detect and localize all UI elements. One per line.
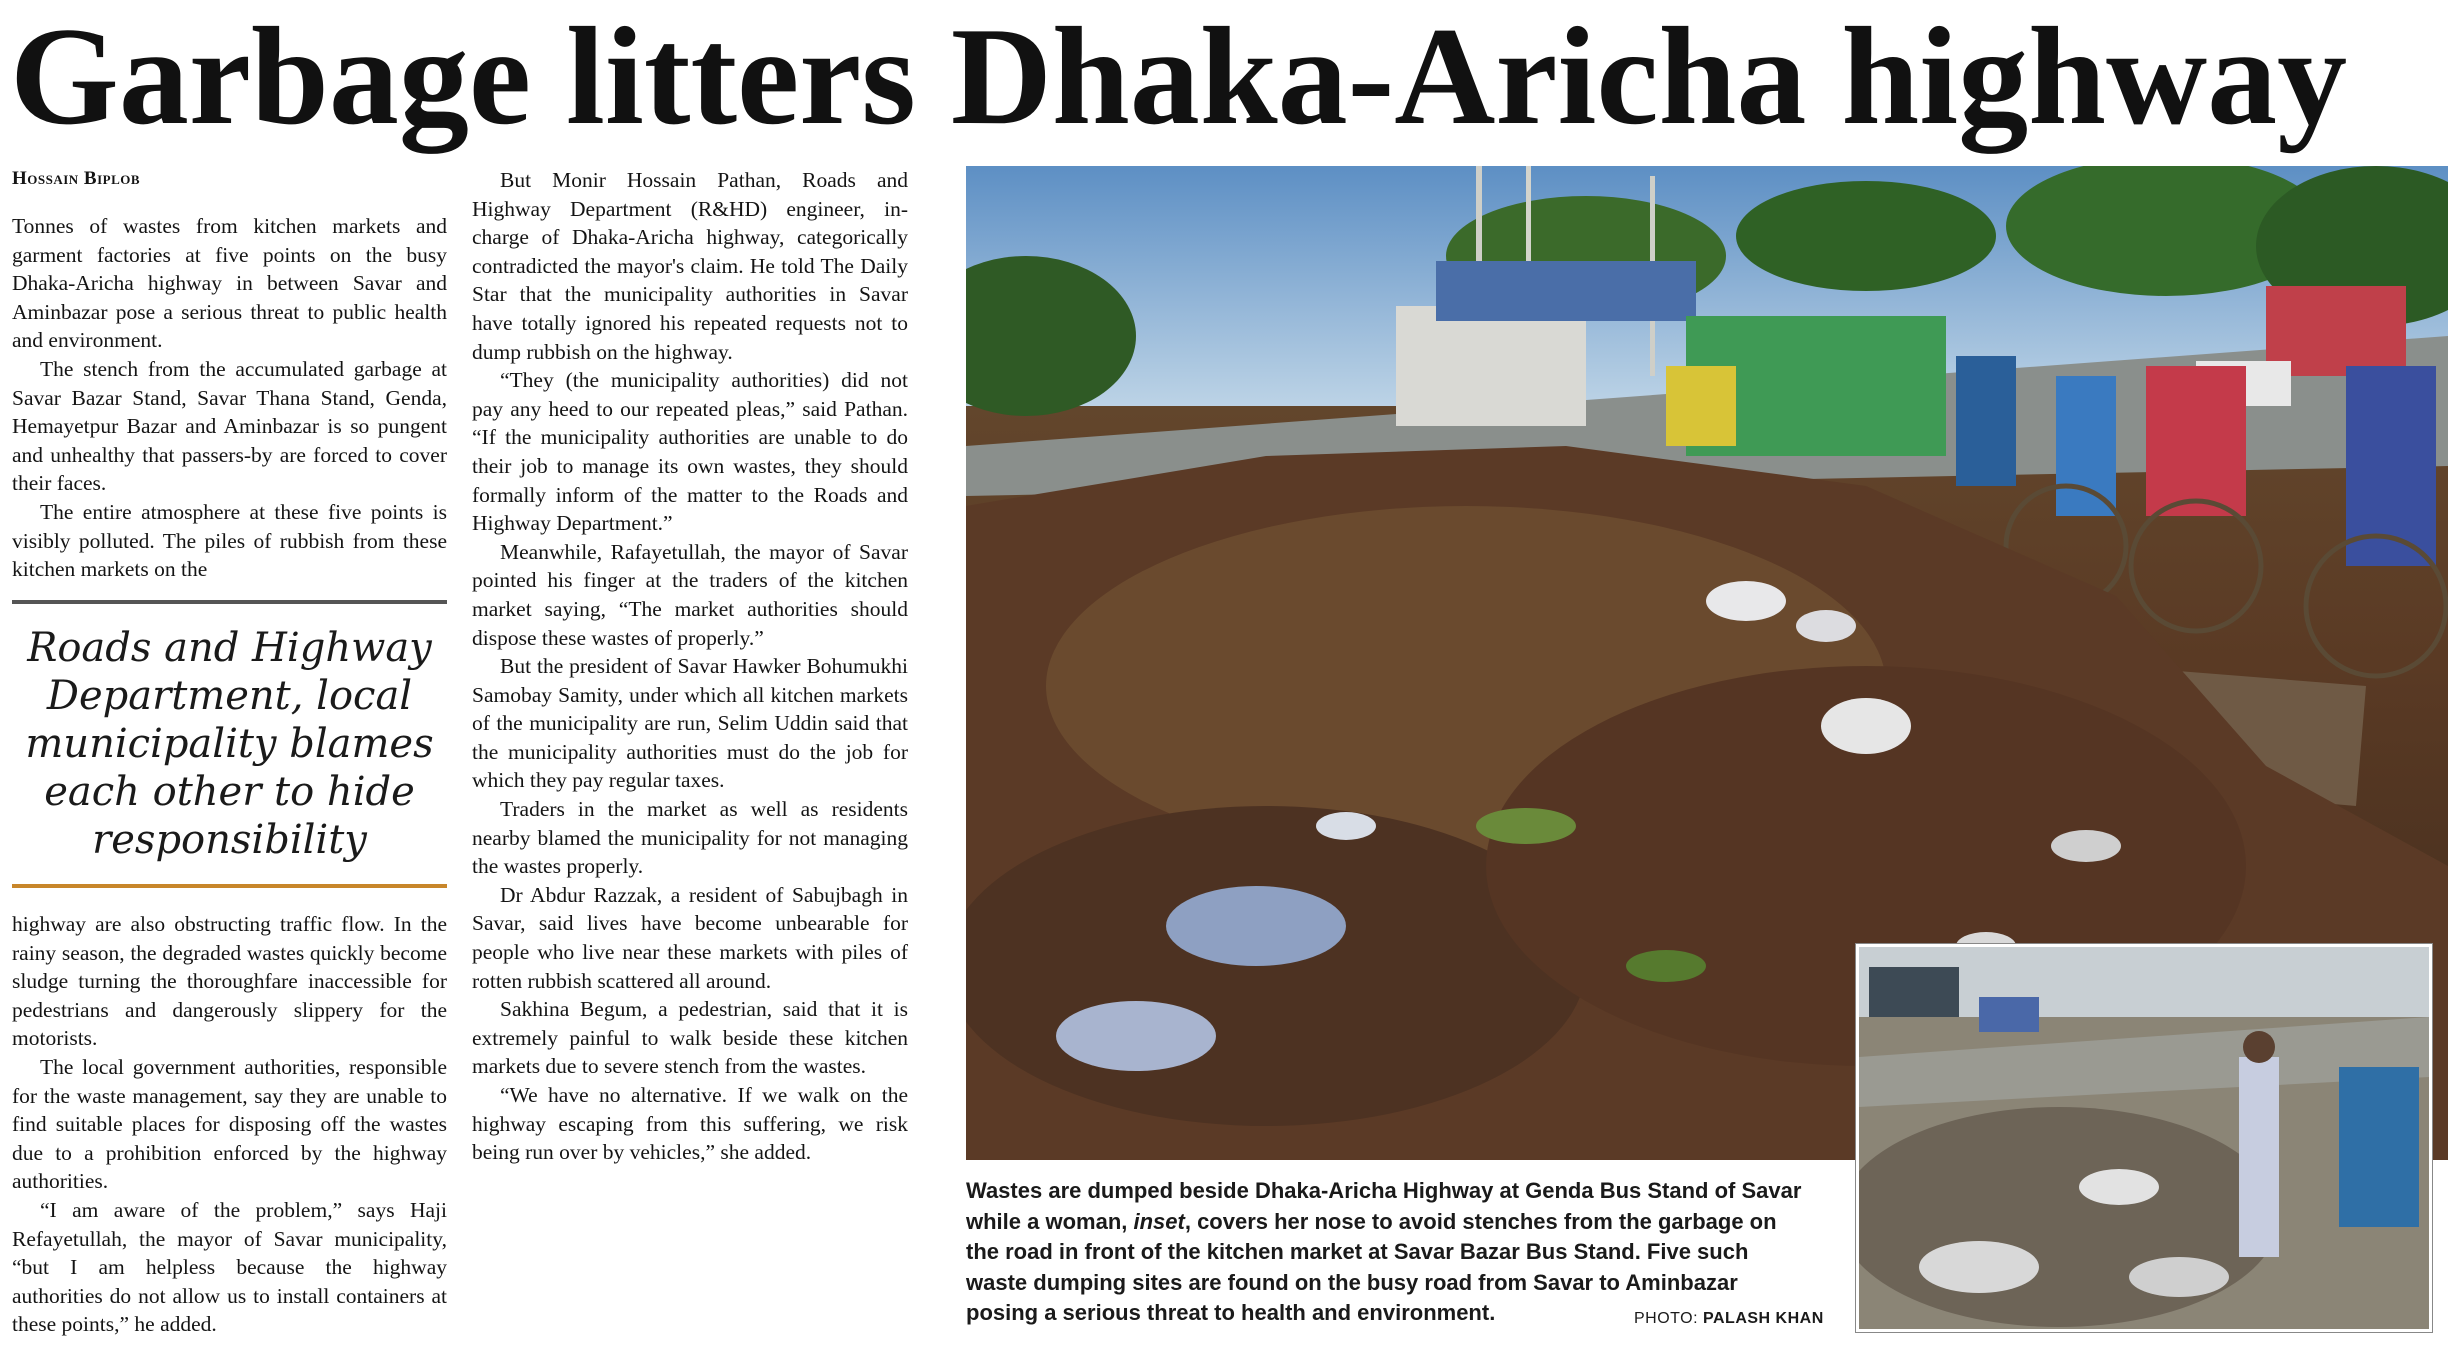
pullquote-bottom-rule bbox=[12, 884, 447, 888]
photo-caption bbox=[966, 1176, 1804, 1329]
caption-text: , covers her nose to avoid stenches from the garbage on the road in front of the kitchen market at Savar Bazar Bus Stand. Five such waste dumping sites are found on the busy road from Savar to Aminbazar posing a serious threat to health and environment. bbox=[966, 1208, 1777, 1325]
paragraph: Dr Abdur Razzak, a resident of Sabujbagh in Savar, said lives have become unbearable for people who live near these markets with piles of rotten rubbish scattered all around. bbox=[472, 882, 908, 993]
paragraph: The local government authorities, responsible for the waste management, say they are unable to find suitable places for disposing off the wastes due to a prohibition enforced by the highway authorities. bbox=[12, 1054, 447, 1194]
paragraph: The entire atmosphere at these five points is visibly polluted. The piles of rubbish from these kitchen markets on the bbox=[12, 499, 447, 582]
paragraph: “They (the municipality authorities) did not pay any heed to our repeated pleas,” said Pathan. “If the municipality authorities are unable to do their job to manage its own wastes, they should formally inform of the matter to the Roads and Highway Department.” bbox=[472, 368, 908, 536]
column-1-top bbox=[12, 212, 447, 584]
paragraph: But Monir Hossain Pathan, Roads and Highway Department (R&HD) engineer, in-charge of Dhaka-Aricha highway, categorically contradicted the mayor's claim. He told The Daily Star that the municipality authorities in Savar have totally ignored his repeated requests not to dump rubbish on the highway. bbox=[472, 168, 908, 364]
paragraph: “We have no alternative. If we walk on the highway escaping from this suffering, we risk being run over by vehicles,” she added. bbox=[472, 1083, 908, 1165]
paragraph: “I am aware of the problem,” says Haji Refayetullah, the mayor of Savar municipality, “but I am helpless because the highway authorities do not allow us to install containers at these points,” he added. bbox=[12, 1197, 447, 1337]
paragraph: But the president of Savar Hawker Bohumukhi Samobay Samity, under which all kitchen markets of the municipality are run, Selim Uddin said that the municipality authorities must do the job for which they pay regular taxes. bbox=[472, 654, 908, 793]
column-1-bottom bbox=[12, 910, 447, 1339]
paragraph: Traders in the market as well as residents nearby blamed the municipality for not managing the wastes properly. bbox=[472, 797, 908, 879]
headline: Garbage litters Dhaka-Aricha highway bbox=[10, 0, 2348, 154]
paragraph: highway are also obstructing traffic flow. In the rainy season, the degraded wastes quickly become sludge turning the thoroughfare inaccessible for pedestrians and dangerously slippery for the motorists. bbox=[12, 912, 447, 1051]
photo-credit bbox=[1634, 1310, 1824, 1328]
paragraph: The stench from the accumulated garbage at Savar Bazar Stand, Savar Thana Stand, Genda, Hemayetpur Bazar and Aminbazar is so pungent and unhealthy that passers-by are forced to cover their faces. bbox=[12, 356, 447, 496]
photo-credit-name: PALASH KHAN bbox=[1703, 1310, 1824, 1327]
pullquote: Roads and Highway Department, local municipality blames each other to hide responsibility bbox=[25, 625, 434, 863]
paragraph: Tonnes of wastes from kitchen markets and garment factories at five points on the busy Dhaka-Aricha highway in between Savar and Aminbazar pose a serious threat to public health and environment. bbox=[12, 214, 447, 353]
column-2 bbox=[472, 166, 908, 1167]
pullquote-top-rule bbox=[12, 600, 447, 604]
photo-credit-label: PHOTO: bbox=[1634, 1310, 1699, 1327]
byline: Hossain Biplob bbox=[12, 168, 141, 189]
paragraph: Meanwhile, Rafayetullah, the mayor of Savar pointed his finger at the traders of the kitchen market saying, “The market authorities should dispose these wastes of properly.” bbox=[472, 539, 908, 650]
caption-text: Wastes are dumped beside Dhaka-Aricha Highway at Genda Bus Stand of Savar while a woman, bbox=[966, 1178, 1802, 1234]
inset-photo-woman-covering-nose bbox=[1856, 944, 2432, 1332]
paragraph: Sakhina Begum, a pedestrian, said that it is extremely painful to walk beside these kitchen markets due to severe stench from the wastes. bbox=[472, 997, 908, 1079]
caption-inset-word: inset bbox=[1133, 1208, 1185, 1234]
